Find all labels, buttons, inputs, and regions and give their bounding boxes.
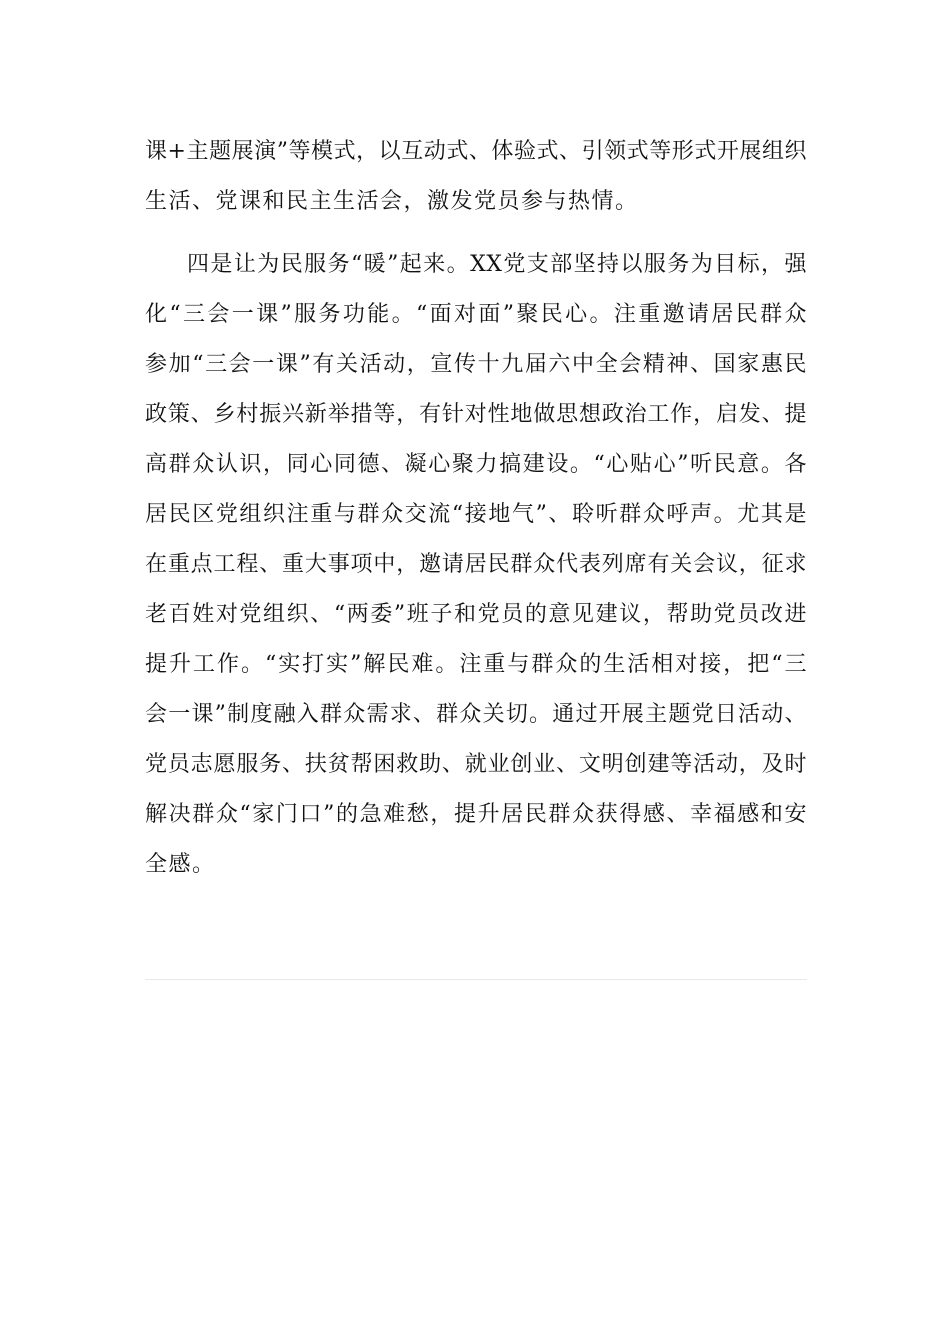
paragraph-line: 居民区党组织注重与群众交流“接地气”、聆听群众呼声。尤其是 — [145, 502, 807, 527]
paragraph-line: 老百姓对党组织、“两委”班子和党员的意见建议，帮助党员改进 — [145, 602, 807, 627]
page-divider — [145, 979, 807, 980]
paragraph-line: 全感。 — [145, 852, 216, 877]
paragraph-line: 解决群众“家门口”的急难愁，提升居民群众获得感、幸福感和安 — [145, 802, 807, 827]
paragraph-line: 参加“三会一课”有关活动，宣传十九届六中全会精神、国家惠民 — [145, 352, 807, 377]
paragraph-line: 高群众认识，同心同德、凝心聚力搞建设。“心贴心”听民意。各 — [145, 452, 807, 477]
paragraph-line: 会一课”制度融入群众需求、群众关切。通过开展主题党日活动、 — [145, 702, 807, 727]
paragraph-line: 在重点工程、重大事项中，邀请居民群众代表列席有关会议，征求 — [145, 552, 807, 577]
paragraph-line: 化“三会一课”服务功能。“面对面”聚民心。注重邀请居民群众 — [145, 302, 807, 327]
paragraph-line: 生活、党课和民主生活会，激发党员参与热情。 — [145, 189, 639, 214]
paragraph-line: 课+主题展演”等模式，以互动式、体验式、引领式等形式开展组织 — [145, 139, 807, 164]
paragraph-line: 政策、乡村振兴新举措等，有针对性地做思想政治工作，启发、提 — [145, 402, 807, 427]
paragraph-line: 四是让为民服务“暖”起来。XX党支部坚持以服务为目标，强 — [187, 252, 807, 277]
paragraph-line: 党员志愿服务、扶贫帮困救助、就业创业、文明创建等活动，及时 — [145, 752, 807, 777]
paragraph-2 — [145, 240, 807, 890]
paragraph-line: 提升工作。“实打实”解民难。注重与群众的生活相对接，把“三 — [145, 652, 807, 677]
paragraph-1 — [145, 127, 807, 227]
